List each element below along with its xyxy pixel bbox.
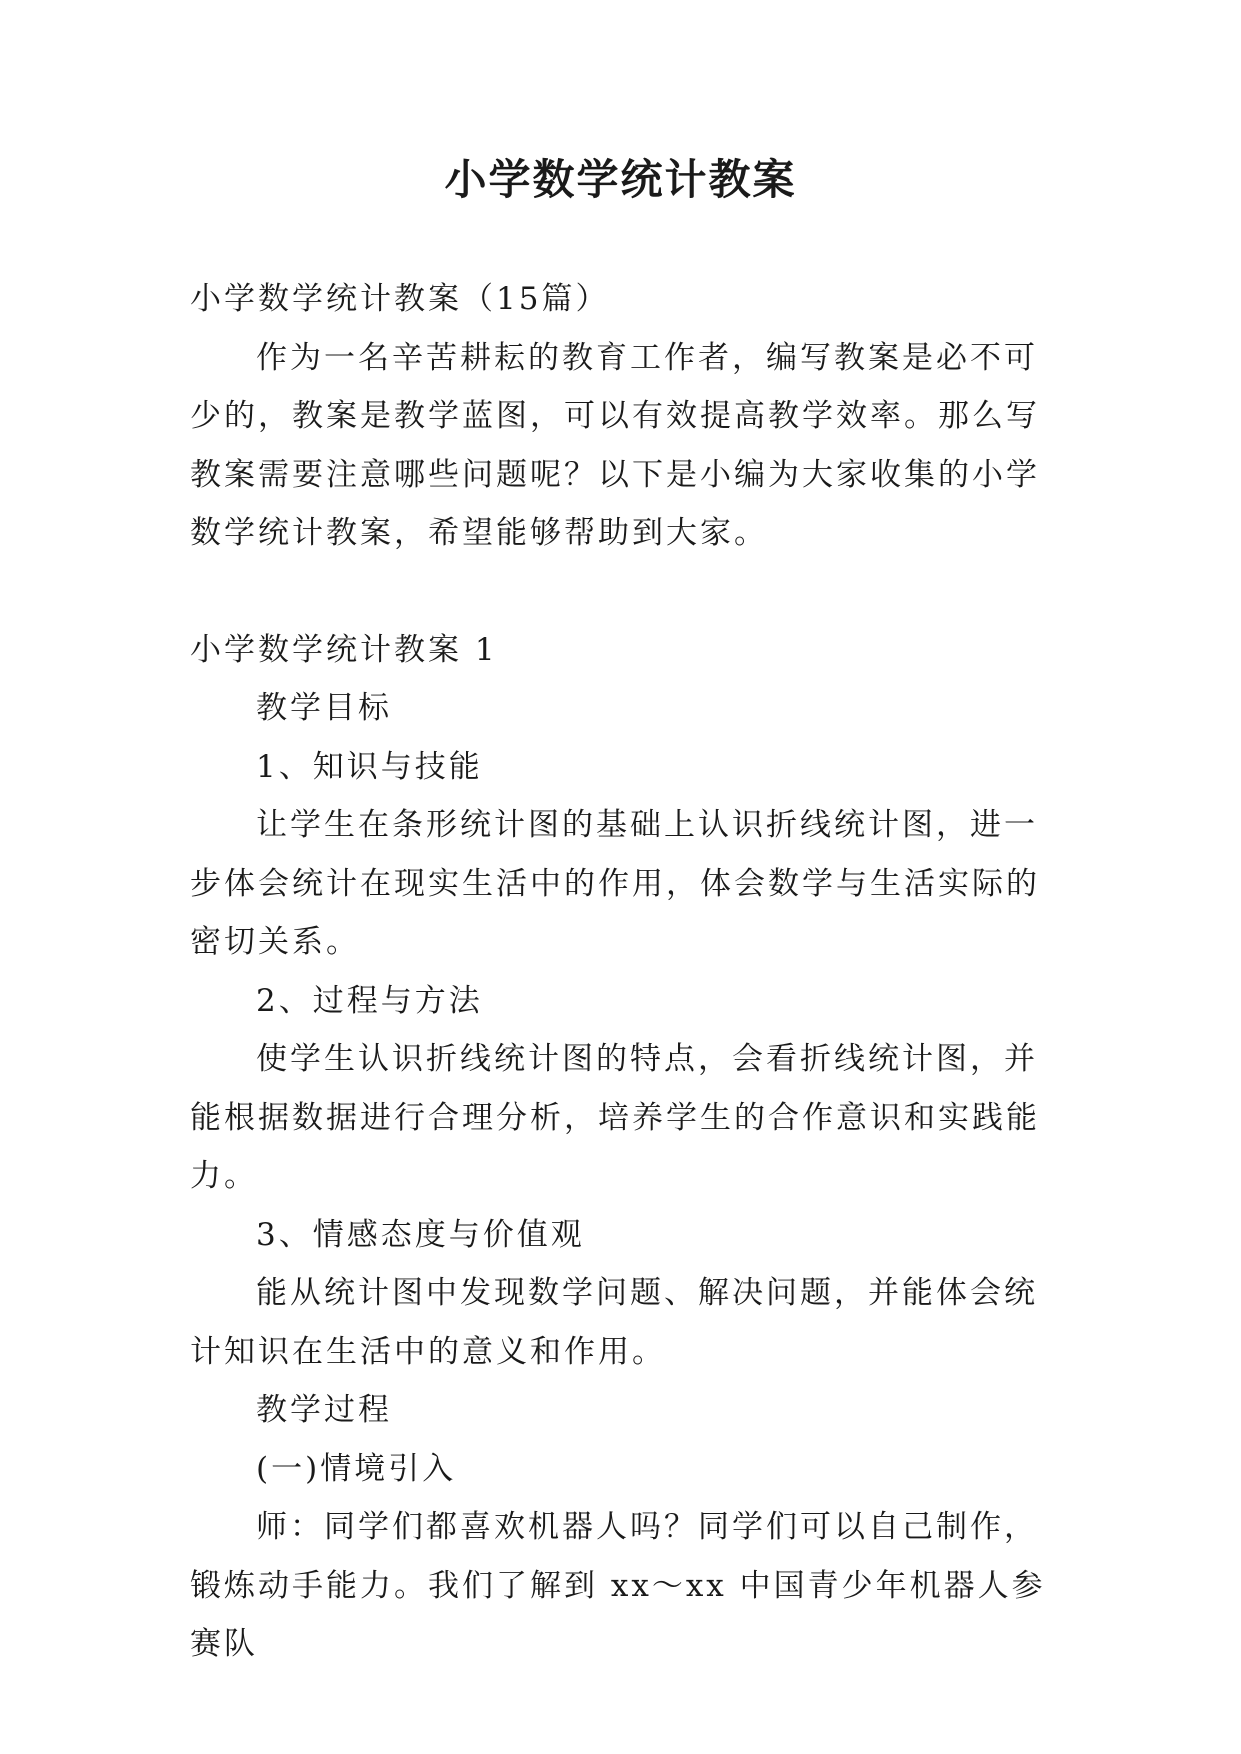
subtitle-line: 小学数学统计教案（15篇） — [190, 281, 610, 317]
goal-3-text: 能从统计图中发现数学问题、解决问题，并能体会统计知识在生活中的意义和作用。 — [190, 1275, 1038, 1370]
teaching-process-heading: 教学过程 — [256, 1392, 392, 1428]
goal-3-heading: 3、情感态度与价值观 — [256, 1216, 585, 1253]
goal-2-text: 使学生认识折线统计图的特点，会看折线统计图，并能根据数据进行合理分析，培养学生的合作意识和实践能力。 — [190, 1041, 1040, 1194]
process-step-1-heading: (一)情境引入 — [256, 1450, 457, 1487]
goal-1-heading: 1、知识与技能 — [256, 748, 483, 785]
process-step-1-text: 师：同学们都喜欢机器人吗？同学们可以自己制作，锻炼动手能力。我们了解到 xx～xx 中国青少年机器人参赛队 — [190, 1509, 1046, 1662]
document-body — [190, 270, 1070, 1674]
document-title: 小学数学统计教案 — [444, 155, 797, 204]
goal-1-text: 让学生在条形统计图的基础上认识折线统计图，进一步体会统计在现实生活中的作用，体会数学与生活实际的密切关系。 — [190, 807, 1040, 960]
section-heading: 小学数学统计教案 1 — [190, 631, 498, 668]
goal-2-heading: 2、过程与方法 — [256, 982, 483, 1019]
intro-paragraph: 作为一名辛苦耕耘的教育工作者，编写教案是必不可少的，教案是教学蓝图，可以有效提高教学效率。那么写教案需要注意哪些问题呢？以下是小编为大家收集的小学数学统计教案，希望能够帮助到大家。 — [190, 339, 1040, 551]
teaching-goals-heading: 教学目标 — [256, 690, 392, 726]
